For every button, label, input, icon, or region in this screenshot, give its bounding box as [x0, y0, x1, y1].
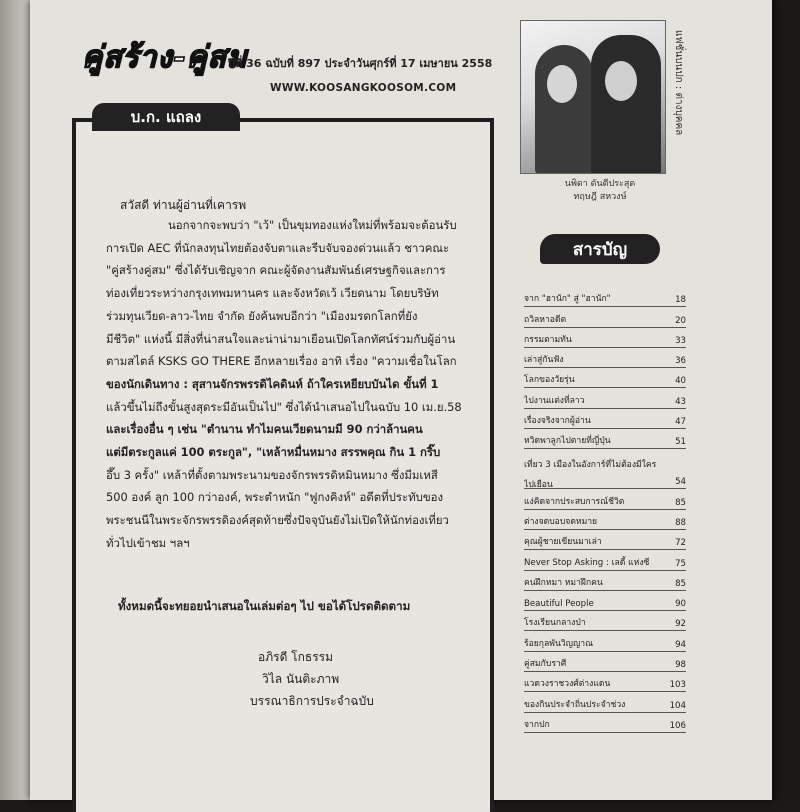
- toc-item-title: ต่างจดบอบจดหมาย: [524, 516, 598, 527]
- toc-item: [524, 328, 686, 348]
- editorial-line: "คู่สร้างคู่สม" ซึ่งได้รับเชิญจาก คณะผู้จัดงานสัมพันธ์เศรษฐกิจและการ: [106, 263, 446, 278]
- toc-item: [524, 591, 686, 611]
- editorial-line: นอกจากจะพบว่า "เว้" เป็นขุมทองแห่งใหม่ที่พร้อมจะต้อนรับ: [168, 218, 457, 232]
- signature-name-1: อภิรดี โกธรรม: [258, 650, 334, 664]
- toc-item: [524, 692, 686, 712]
- editorial-closing: ทั้งหมดนี้จะทยอยนำเสนอในเล่มต่อๆ ไป ขอได้โปรดติดตาม: [118, 599, 411, 613]
- toc-item: [524, 409, 686, 429]
- toc-item-page: 33: [675, 335, 686, 346]
- toc-item-page: 85: [675, 497, 686, 508]
- toc-item: [524, 348, 686, 368]
- toc-item-title: ร้อยกุลพันวิญญาณ: [524, 638, 594, 649]
- toc-item-page: 90: [675, 599, 686, 610]
- toc-item-title: ถวิลหาอดีต: [524, 314, 567, 325]
- toc-item-page: 43: [675, 396, 686, 407]
- editorial-body: [106, 214, 466, 555]
- toc-item: [524, 611, 686, 631]
- toc-item-title: โลกของวัยรุ่น: [524, 375, 575, 386]
- toc-item-page: 51: [675, 437, 686, 448]
- toc-item-page: 54: [675, 477, 686, 488]
- editorial-line: การเปิด AEC ที่นักลงทุนไทยต้องจับตาและรีบจับจองด่วนแล้ว ชาวคณะ: [106, 240, 450, 255]
- toc-item-title: ไปงานแต่งที่ลาว: [524, 395, 585, 406]
- toc-item-page: 106: [669, 720, 686, 731]
- toc-heading: สารบัญ: [572, 239, 628, 260]
- signature-name-2: วิไล นันติะภาพ: [262, 672, 340, 686]
- toc-item-page: 85: [675, 578, 686, 589]
- editorial-line: แต่มีตระกูลแค่ 100 ตระกูล", "เหล้าหมื่นหมาง สรรพคุณ กิน 1 กริ๊บ: [106, 445, 441, 460]
- toc-item: [524, 429, 686, 449]
- cover-face-man: [605, 61, 637, 101]
- toc-item-page: 98: [675, 660, 686, 671]
- editorial-line: แล้วขึ้นไม่ถึงขั้นสูงสุดระมีอันเป็นไป" ซึ่งได้นำเสนอไปในฉบับ 10 เม.ย.58: [106, 399, 462, 414]
- editorial-line: ตามสไตล์ KSKS GO THERE อีกหลายเรื่อง อาทิ เรื่อง "ความเชื่อในโลก: [106, 354, 457, 369]
- toc-item: [524, 652, 686, 672]
- toc-item-title: คนฝึกหมา หมาฝึกคน: [524, 577, 603, 588]
- editorial-tab: [92, 103, 240, 131]
- toc-item: [524, 550, 686, 570]
- toc-item: [524, 713, 686, 733]
- editorial-title: บ.ก. แถลง: [130, 108, 202, 126]
- toc-item-page: 94: [675, 639, 686, 650]
- toc-item-title: จากปก: [524, 719, 550, 730]
- toc-item: [524, 388, 686, 408]
- toc-item: [524, 489, 686, 509]
- signature-role: บรรณาธิการประจำฉบับ: [250, 694, 374, 708]
- editorial-line: ท่องเที่ยวระหว่างกรุงเทพมหานคร และจังหวัดเว้ เวียดนาม โดยบริษัท: [106, 286, 439, 301]
- toc-item-page: 47: [675, 417, 686, 428]
- toc-item-title: โรงเรียนกลางป่า: [524, 618, 586, 629]
- website-url: WWW.KOOSANGKOOSOM.COM: [270, 82, 457, 94]
- editorial-line: 500 องค์ ลูก 100 กว่าองค์, พระตำหนัก "ฟูกงคิงห์" อดีตที่ประทับของ: [106, 490, 444, 505]
- toc-item: [524, 449, 686, 489]
- toc-item-title: แง่คิดจากประสบการณ์ชีวิต: [524, 496, 625, 507]
- cover-caption-line: นพิดา ดันตีประสุด: [564, 179, 636, 189]
- toc-item-title: Beautiful People: [524, 599, 594, 610]
- cover-figure-man: [591, 35, 661, 174]
- table-of-contents: [524, 287, 686, 733]
- editorial-line: ทั่วไปเข้าชม ฯลฯ: [106, 535, 190, 550]
- toc-item-title: เล่าสู่กันฟัง: [524, 355, 564, 366]
- toc-item: [524, 510, 686, 530]
- editorial-greeting: สวัสดี ท่านผู้อ่านที่เคารพ: [120, 198, 247, 212]
- toc-item-page: 104: [669, 700, 686, 711]
- toc-item: [524, 672, 686, 692]
- toc-item-title: จาก "ฮานัก" สู่ "ฮานัก": [524, 294, 611, 305]
- toc-item-page: 92: [675, 619, 686, 630]
- editorial-line: มีชีวิต" แห่งนี้ มีสิ่งที่น่าสนใจและน่าน่ามาเยือนเปิดโลกทัศน์ร่วมกับผู้อ่าน: [106, 331, 456, 346]
- magazine-logo: คู่สร้าง-คู่สม: [82, 40, 248, 75]
- toc-item-page: 75: [675, 558, 686, 569]
- toc-item-title: กรรมตามทัน: [524, 334, 572, 345]
- cover-caption-line: ทฤษฎี สหวงษ์: [573, 192, 627, 202]
- cover-side-label: แฟชั่นบนปก : ต่างบุคคล: [673, 30, 684, 136]
- toc-heading-badge: [540, 234, 660, 264]
- toc-item: [524, 307, 686, 327]
- toc-item-title: หวิดพาลูกไปตายที่ญี่ปุ่น: [524, 436, 611, 447]
- toc-item-title: เที่ยว 3 เมืองในอังการ์ที่ไม่ต้องมีใคร ไปเยือน: [524, 460, 657, 491]
- editorial-line: ร่วมทุนเวียด-ลาว-ไทย จำกัด ยังค้นพบอีกว่า "เมืองมรดกโลกที่ยัง: [106, 308, 418, 323]
- toc-item-page: 20: [675, 315, 686, 326]
- toc-item-title: เรื่องจริงจากผู้อ่าน: [524, 416, 591, 427]
- cover-caption: [545, 178, 655, 204]
- editorial-line: พระชนนีในพระจักรพรรดิองค์สุดท้ายซึ่งปัจจุบันยังไม่เปิดให้นักท่องเที่ยว: [106, 513, 449, 528]
- toc-item: [524, 368, 686, 388]
- toc-item-title: แวดวงราชวงศ์ต่างแดน: [524, 679, 611, 690]
- editorial-line: และเรื่องอื่น ๆ เช่น "ตำนาน ทำไมคนเวียดนามมี 90 กว่าล้านคน: [106, 422, 423, 437]
- toc-item: [524, 530, 686, 550]
- toc-item-page: 36: [675, 356, 686, 367]
- toc-item: [524, 287, 686, 307]
- toc-item-page: 18: [675, 295, 686, 306]
- cover-face-woman: [547, 65, 577, 103]
- toc-item-title: คุณผู้ชายเขียนมาเล่า: [524, 537, 602, 548]
- editorial-line: อึ๊บ 3 ครั้ง" เหล้าที่ตั้งตามพระนามของจักรพรรดิหมินหมาง ซึ่งมีมเหสี: [106, 467, 438, 482]
- cover-photo: [520, 20, 666, 174]
- toc-item-page: 88: [675, 517, 686, 528]
- toc-item-page: 103: [669, 680, 686, 691]
- issue-line: ปีที่ 36 ฉบับที่ 897 ประจำวันศุกร์ที่ 17 เมษายน 2558: [228, 57, 493, 70]
- toc-item-title: Never Stop Asking : เลดี้ แห่งซี: [524, 557, 650, 568]
- toc-item-page: 72: [675, 538, 686, 549]
- toc-item: [524, 571, 686, 591]
- editorial-line: ของนักเดินทาง : สุสานจักรพรรดิไคดินห์ ถ้าใครเหยียบบันได ขั้นที่ 1: [106, 376, 439, 391]
- toc-item-title: คู่สมกับราศี: [524, 659, 567, 670]
- toc-item-title: ของกินประจำถิ่นประจำช่วง: [524, 699, 626, 710]
- toc-item: [524, 631, 686, 651]
- toc-item-page: 40: [675, 376, 686, 387]
